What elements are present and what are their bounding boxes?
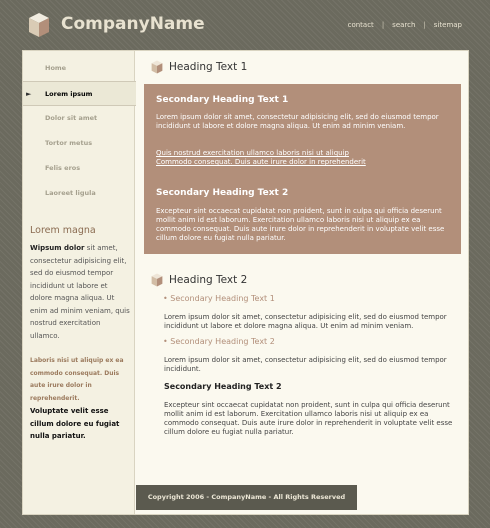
nav-search[interactable]: search	[392, 21, 416, 29]
paragraph-4: Lorem ipsum dolor sit amet, consectetur adipisicing elit, sed do eiusmod tempor incididunt.	[164, 356, 447, 373]
subheading-3: Secondary Heading Text 2	[164, 382, 282, 391]
sidebar-text-body: sit amet, consectetur adipisicing elit, sed do eiusmod tempor incididunt ut labore et dolore magna aliqua. Ut enim ad minim veniam, quis nostrud exercitation ullamco.	[30, 244, 130, 340]
sidebar-item-dolor-sit-amet[interactable]	[23, 106, 135, 131]
cube-logo-icon	[28, 12, 50, 38]
highlight-box	[144, 84, 461, 254]
sidebar-heading: Lorem magna	[30, 225, 96, 236]
box-link-1[interactable]: Quis nostrud exercitation ullamco laboris nisi ut aliquip	[156, 149, 349, 157]
sidebar-text-bold: Wipsum dolor	[30, 244, 85, 252]
paragraph-3: Lorem ipsum dolor sit amet, consectetur adipisicing elit, sed do eiusmod tempor incididunt ut labore et dolore magna aliqua. Ut enim ad minim veniam.	[164, 313, 447, 330]
sidebar-item-label: Lorem ipsum	[45, 90, 93, 98]
arrow-right-icon: ►	[26, 90, 32, 98]
sidebar-item-laoreet-ligula[interactable]	[23, 181, 135, 206]
cube-icon	[151, 60, 163, 74]
box-subheading-1: Secondary Heading Text 1	[156, 95, 289, 105]
bullet-link-2-label: Secondary Heading Text 2	[170, 337, 275, 346]
sidebar-item-lorem-ipsum[interactable]	[23, 81, 136, 106]
header	[0, 0, 490, 50]
footer: Copyright 2006 - CompanyName - All Rights Reserved	[136, 485, 357, 510]
sidebar-black-text: Voluptate velit esse cillum dolore eu fugiat nulla pariatur.	[30, 407, 120, 440]
paragraph-5: Excepteur sint occaecat cupidatat non proident, sunt in culpa qui officia deserunt mollit anim id est laborum. Exercitation ullamco laboris nisi ut aliquip ex ea commodo consequat. Duis aute irure dolor in reprehenderit in voluptate velit esse cillum dolore eu fugiat nulla pariatur.	[164, 401, 453, 436]
bullet-link-2[interactable]: • Secondary Heading Text 2	[163, 337, 275, 346]
sidebar-item-home[interactable]	[23, 56, 135, 81]
sidebar-item-felis-eros[interactable]	[23, 156, 135, 181]
sidebar-item-label: Laoreet ligula	[45, 189, 96, 197]
heading-2: Heading Text 2	[169, 274, 248, 286]
nav-separator: |	[423, 21, 426, 29]
bullet-link-1-label: Secondary Heading Text 1	[170, 294, 275, 303]
box-paragraph-2: Excepteur sint occaecat cupidatat non proident, sunt in culpa qui officia deserunt mollit anim id est laborum. Exercitation ullamco laboris nisi ut aliquip ex ea commodo consequat. Duis aute irure dolor in reprehenderit in voluptate velit esse cillum dolore eu fugiat nulla pariatur.	[156, 207, 445, 242]
nav-separator: |	[381, 21, 385, 29]
nav-contact[interactable]: contact	[347, 21, 374, 29]
box-subheading-2: Secondary Heading Text 2	[156, 188, 289, 198]
sidebar-item-tortor-metus[interactable]	[23, 131, 135, 156]
page-frame	[22, 50, 469, 515]
box-paragraph-1: Lorem ipsum dolor sit amet, consectetur adipisicing elit, sed do eiusmod tempor incididunt ut labore et dolore magna aliqua. Ut enim ad minim veniam.	[156, 113, 439, 130]
sidebar-item-label: Felis eros	[45, 164, 81, 172]
nav-sitemap[interactable]: sitemap	[433, 21, 462, 29]
sidebar-item-label: Dolor sit amet	[45, 114, 98, 122]
sidebar	[23, 51, 135, 514]
sidebar-brown-text: Laboris nisi ut aliquip ex ea commodo consequat. Duis aute irure dolor in reprehenderit.	[30, 357, 124, 402]
sidebar-item-label: Tortor metus	[45, 139, 93, 147]
bullet-link-1[interactable]: • Secondary Heading Text 1	[163, 294, 275, 303]
box-link-2[interactable]: Commodo consequat. Duis aute irure dolor in reprehenderit	[156, 158, 366, 166]
sidebar-item-label: Home	[45, 64, 67, 72]
cube-icon	[151, 273, 163, 287]
heading-1: Heading Text 1	[169, 61, 248, 73]
sidebar-text	[30, 242, 130, 342]
company-name[interactable]: CompanyName	[61, 14, 205, 34]
top-nav	[348, 21, 462, 29]
